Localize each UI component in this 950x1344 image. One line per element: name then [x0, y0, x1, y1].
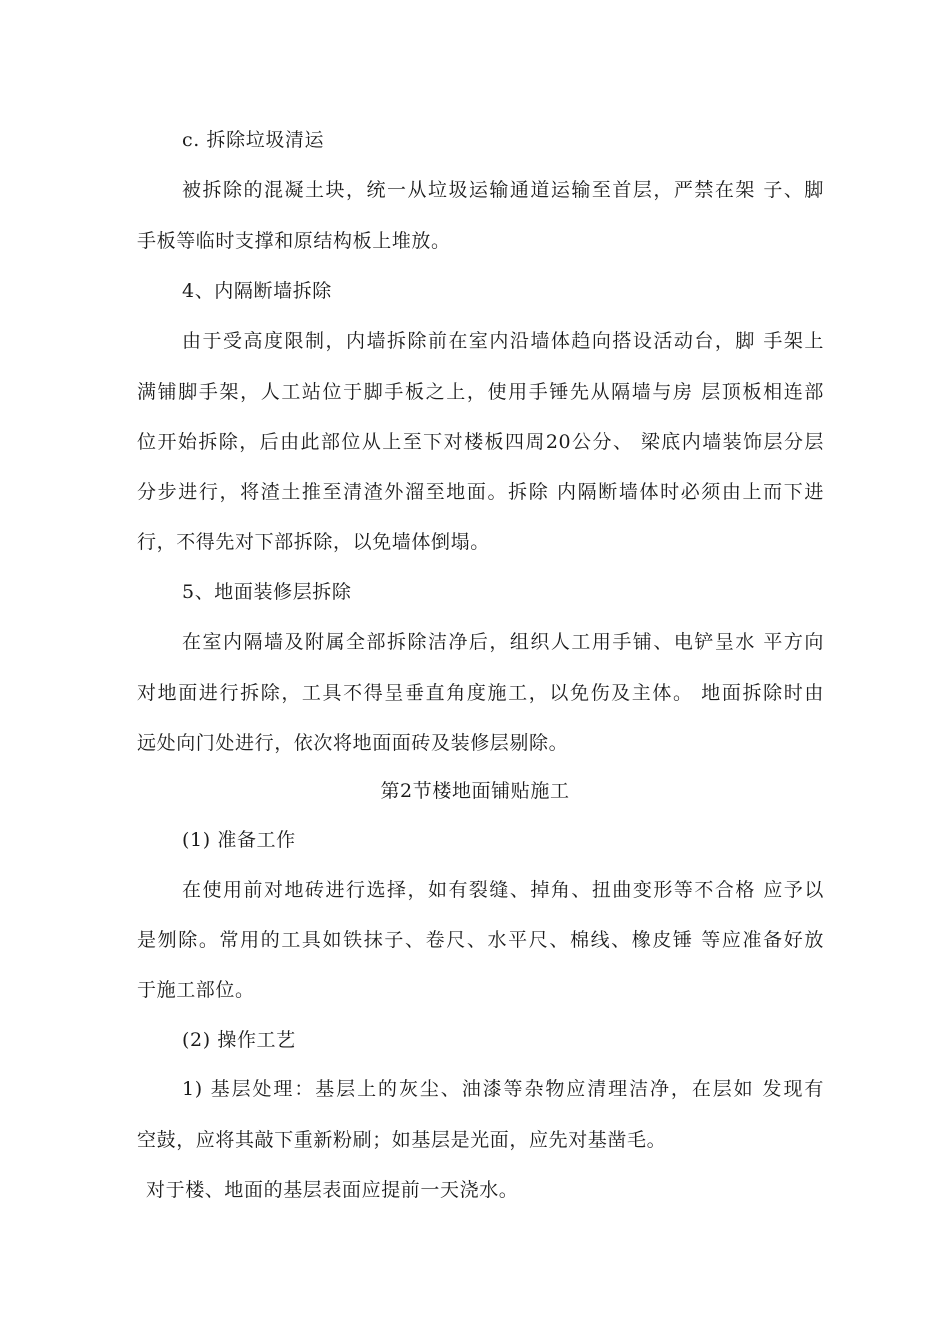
section-heading-5: 5、地面装修层拆除 [182, 581, 352, 603]
paragraph-line: 手板等临时支撑和原结构板上堆放。 [137, 230, 451, 252]
paragraph-line: 于施工部位。 [137, 979, 255, 1001]
paragraph-line: 分步进行，将渣土推至清渣外溜至地面。拆除 内隔断墙体时必须由上而下进 [137, 481, 824, 503]
paragraph-line: 被拆除的混凝土块，统一从垃圾运输通道运输至首层，严禁在架 子、脚 [182, 179, 824, 201]
paragraph-line: 1) 基层处理：基层上的灰尘、油漆等杂物应清理洁净，在层如 发现有 [182, 1078, 824, 1100]
paragraph-line: 是刎除。常用的工具如铁抹子、卷尺、水平尺、棉线、橡皮锤 等应准备好放 [137, 929, 824, 951]
chapter-title: 第2节楼地面铺贴施工 [380, 780, 570, 802]
section-heading-4: 4、内隔断墙拆除 [182, 280, 332, 302]
paragraph-line: 行，不得先对下部拆除，以免墙体倒塌。 [137, 531, 490, 553]
paragraph-line: 对于楼、地面的基层表面应提前一天浇水。 [146, 1179, 519, 1201]
paragraph-line: 在室内隔墙及附属全部拆除洁净后，组织人工用手铺、电铲呈水 平方向 [182, 631, 824, 653]
paragraph-line: 空鼓，应将其敲下重新粉刷；如基层是光面，应先对基凿毛。 [137, 1129, 667, 1151]
paragraph-line: 在使用前对地砖进行选择，如有裂缝、掉角、扭曲变形等不合格 应予以 [182, 879, 824, 901]
subheading-2: (2) 操作工艺 [182, 1029, 296, 1051]
subheading-c: c. 拆除垃圾清运 [182, 129, 325, 151]
subheading-1: (1) 准备工作 [182, 829, 296, 851]
paragraph-line: 由于受高度限制，内墙拆除前在室内沿墙体趋向搭设活动台，脚 手架上 [182, 330, 824, 352]
paragraph-line: 满铺脚手架，人工站位于脚手板之上，使用手锤先从隔墙与房 层顶板相连部 [137, 381, 824, 403]
paragraph-line: 对地面进行拆除，工具不得呈垂直角度施工，以免伤及主体。 地面拆除时由 [137, 682, 824, 704]
paragraph-line: 远处向门处进行，依次将地面面砖及装修层剔除。 [137, 732, 569, 754]
paragraph-line: 位开始拆除，后由此部位从上至下对楼板四周20公分、 梁底内墙装饰层分层 [137, 431, 824, 453]
